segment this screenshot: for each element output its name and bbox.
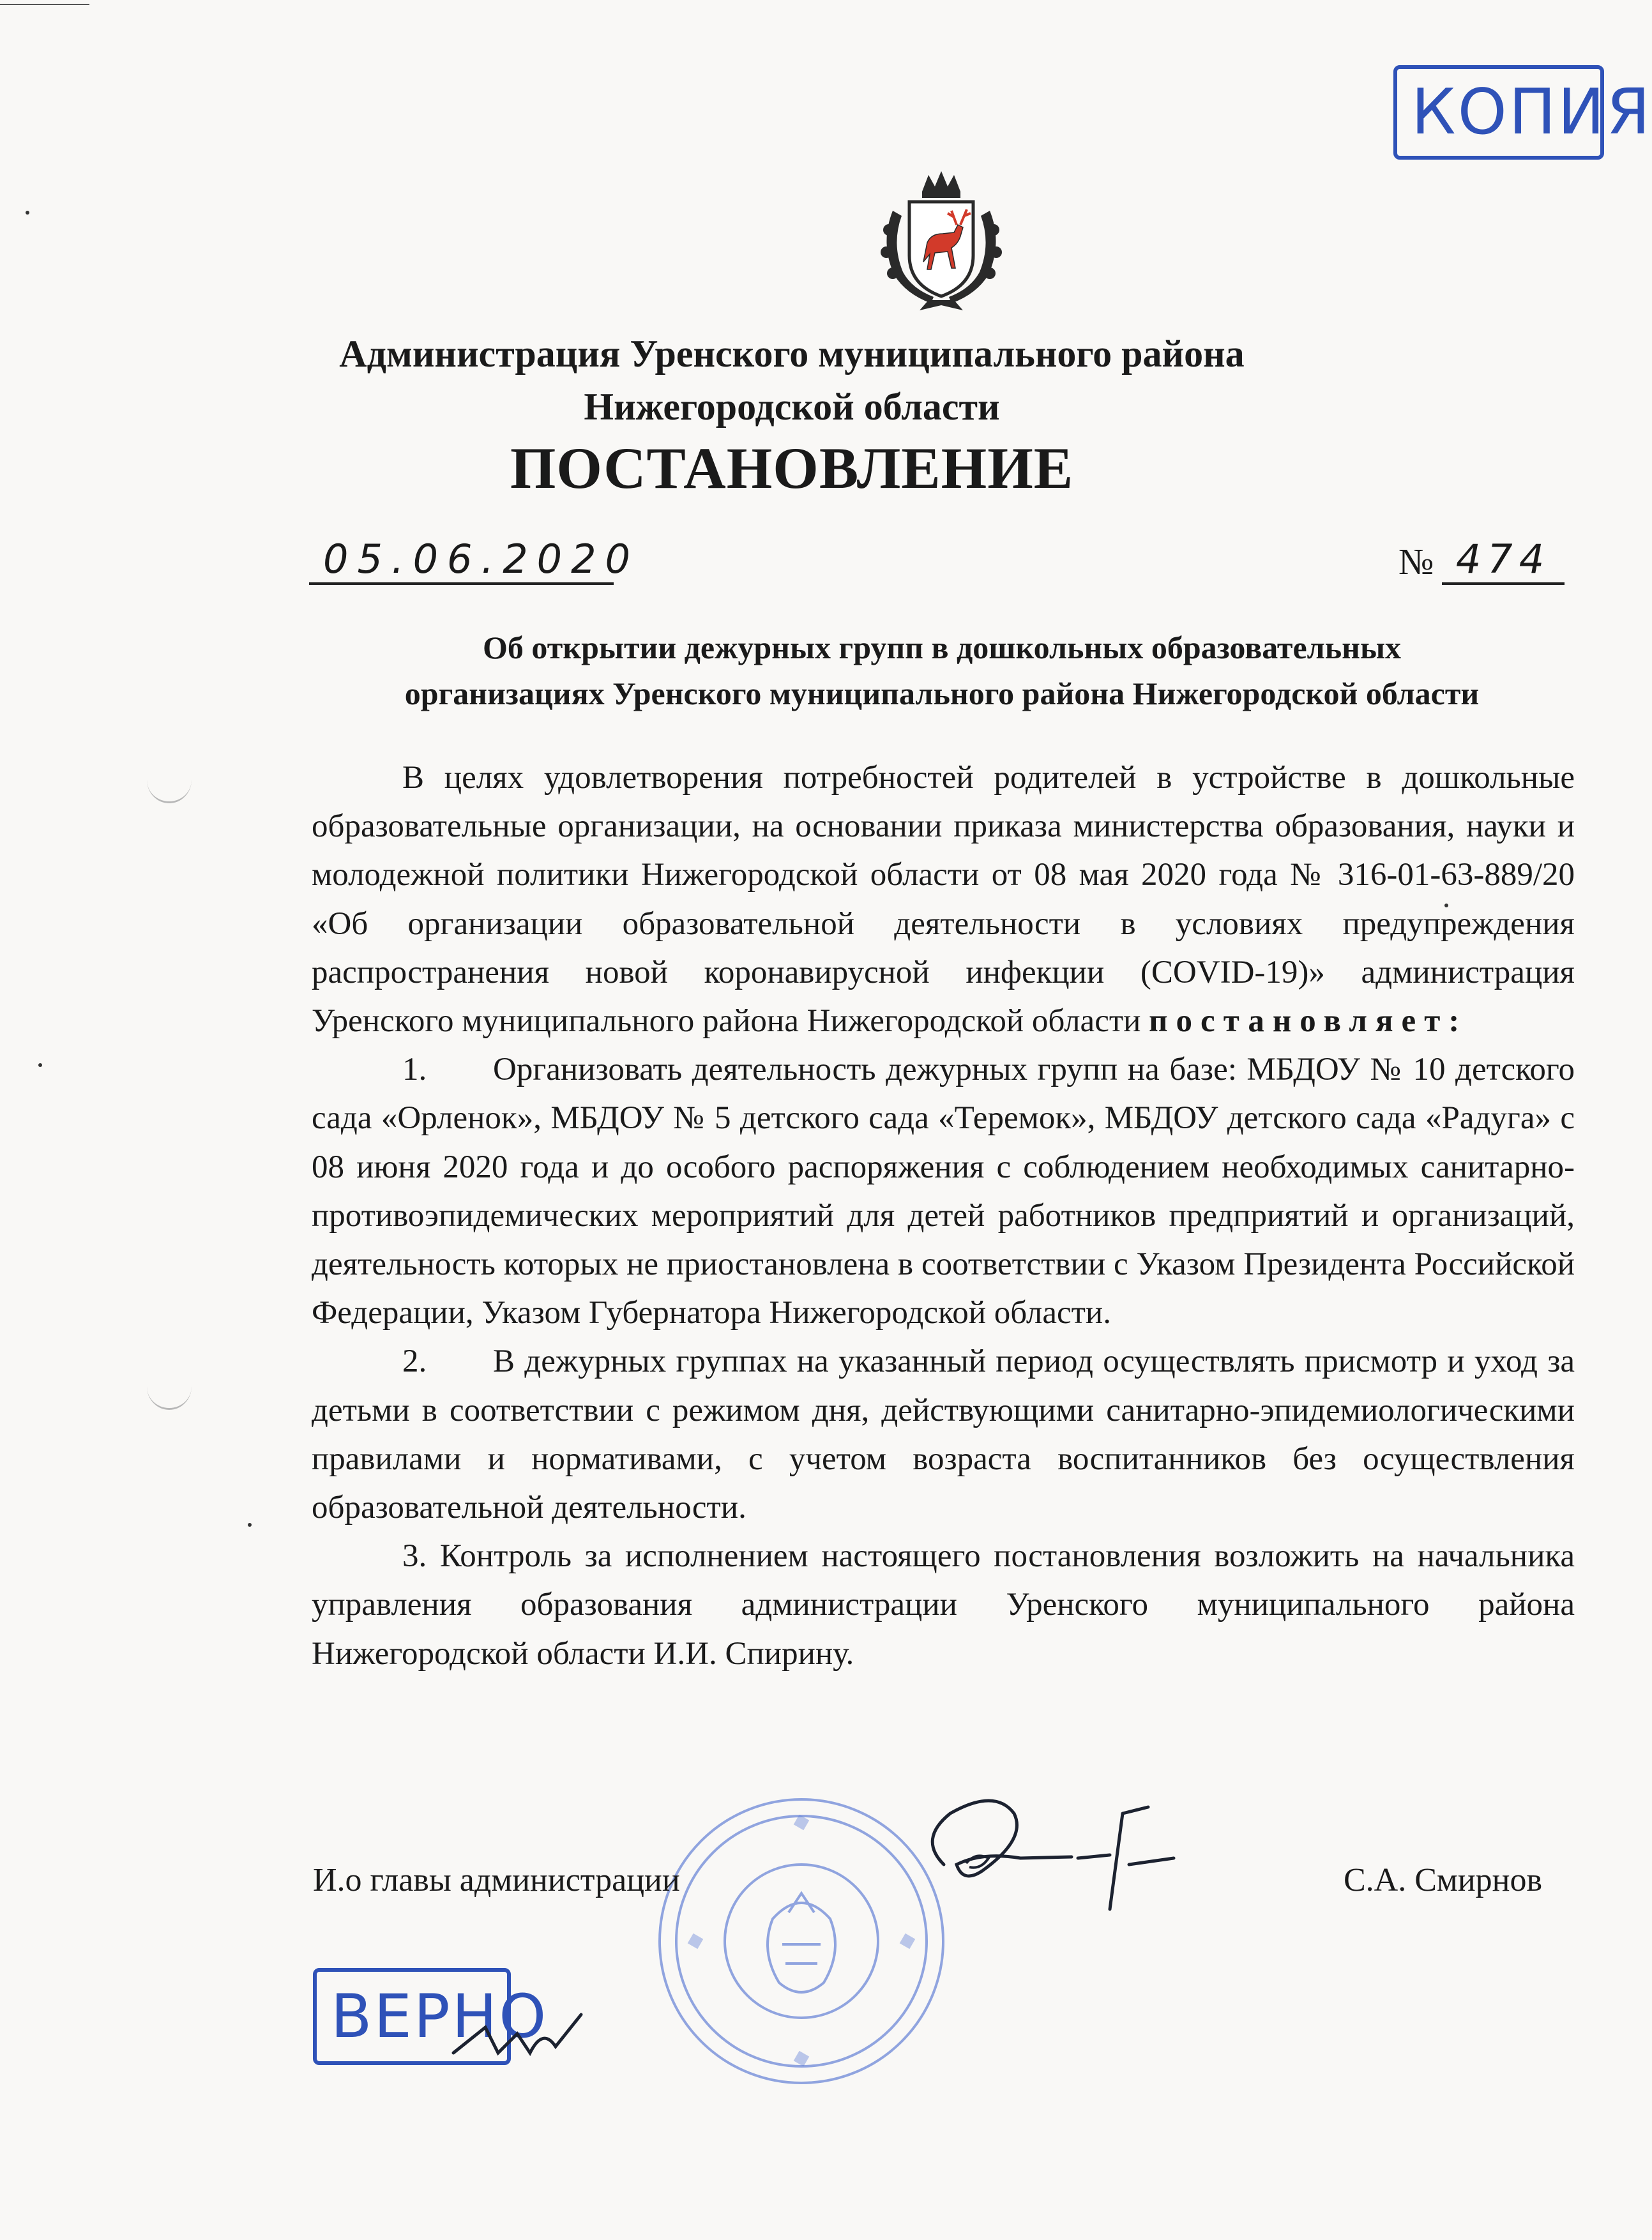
intro-text: В целях удовлетворения потребностей родителей в устройстве в дошкольные образовательные организации, на основании приказа министерства образования, науки и молодежной политики Нижегородской области от 08 мая 2020 года № 316-01-63-889/20 «Об организации образовательной деятельности в условиях предупреждения распространения новой коронавирусной инфекции (COVID-19)» администрация Уренского муниципального района Нижегородской области [312,760,1575,1040]
list-item [312,1045,1575,1337]
item-text: Контроль за исполнением настоящего постановления возложить на начальника управления образования администрации Уренского муниципального района Нижегородской области И.И. Спирину. [312,1538,1575,1672]
punch-hole-mark [147,1363,192,1410]
item-number: 1. [402,1052,427,1088]
signer-position: И.о главы администрации [313,1862,680,1898]
document-type-heading: ПОСТАНОВЛЕНИЕ [510,435,1074,501]
copy-stamp-text: КОПИЯ [1411,76,1652,149]
administration-name: Администрация Уренского муниципального района [339,333,1245,375]
title-line-2: организациях Уренского муниципального района Нижегородской области [404,676,1480,711]
scan-edge-line [0,4,89,5]
scan-speck [248,1523,252,1527]
scan-speck [26,211,29,215]
item-number: 3. [402,1538,427,1575]
copy-stamp [1393,65,1652,160]
handwritten-signature-icon [906,1788,1206,1922]
scan-speck [38,1063,42,1067]
document-title [307,624,1577,716]
number-sign: № [1398,541,1434,582]
title-line-1: Об открытии дежурных групп в дошкольных образовательных [483,630,1401,665]
list-item [312,1532,1575,1678]
item-text: В дежурных группах на указанный период осуществлять присмотр и уход за детьми в соответствии с режимом дня, действующими санитарно-эпидемиологическими правилами и нормативами, с учетом возраста воспитанников без осуществления образовательной деятельности. [312,1343,1575,1526]
document-date: 05.06.2020 [309,536,614,585]
document-number: 474 [1442,536,1565,585]
document-body [312,753,1575,1678]
item-text: Организовать деятельность дежурных групп на базе: МБДОУ № 10 детского сада «Орленок», МБДОУ № 5 детского сада «Теремок», МБДОУ детского сада «Радуга» с 08 июня 2020 года и до особого распоряжения с соблюдением необходимых санитарно-противоэпидемических мероприятий для детей работников предприятий и организаций, деятельность которых не приостановлена в соответствии с Указом Президента Российской Федерации, Указом Губернатора Нижегородской области. [312,1052,1575,1331]
list-item [312,1337,1575,1532]
signer-name: С.А. Смирнов [1344,1862,1543,1898]
decree-word: постановляет: [1149,1003,1468,1040]
verified-stamp-text: ВЕРНО [331,1981,549,2052]
verification-signature-icon [447,1989,587,2072]
region-name: Нижегородской области [584,386,1000,428]
intro-paragraph [312,753,1575,1045]
punch-hole-mark [147,757,192,803]
item-number: 2. [402,1343,427,1380]
coat-of-arms-icon [867,166,1015,314]
